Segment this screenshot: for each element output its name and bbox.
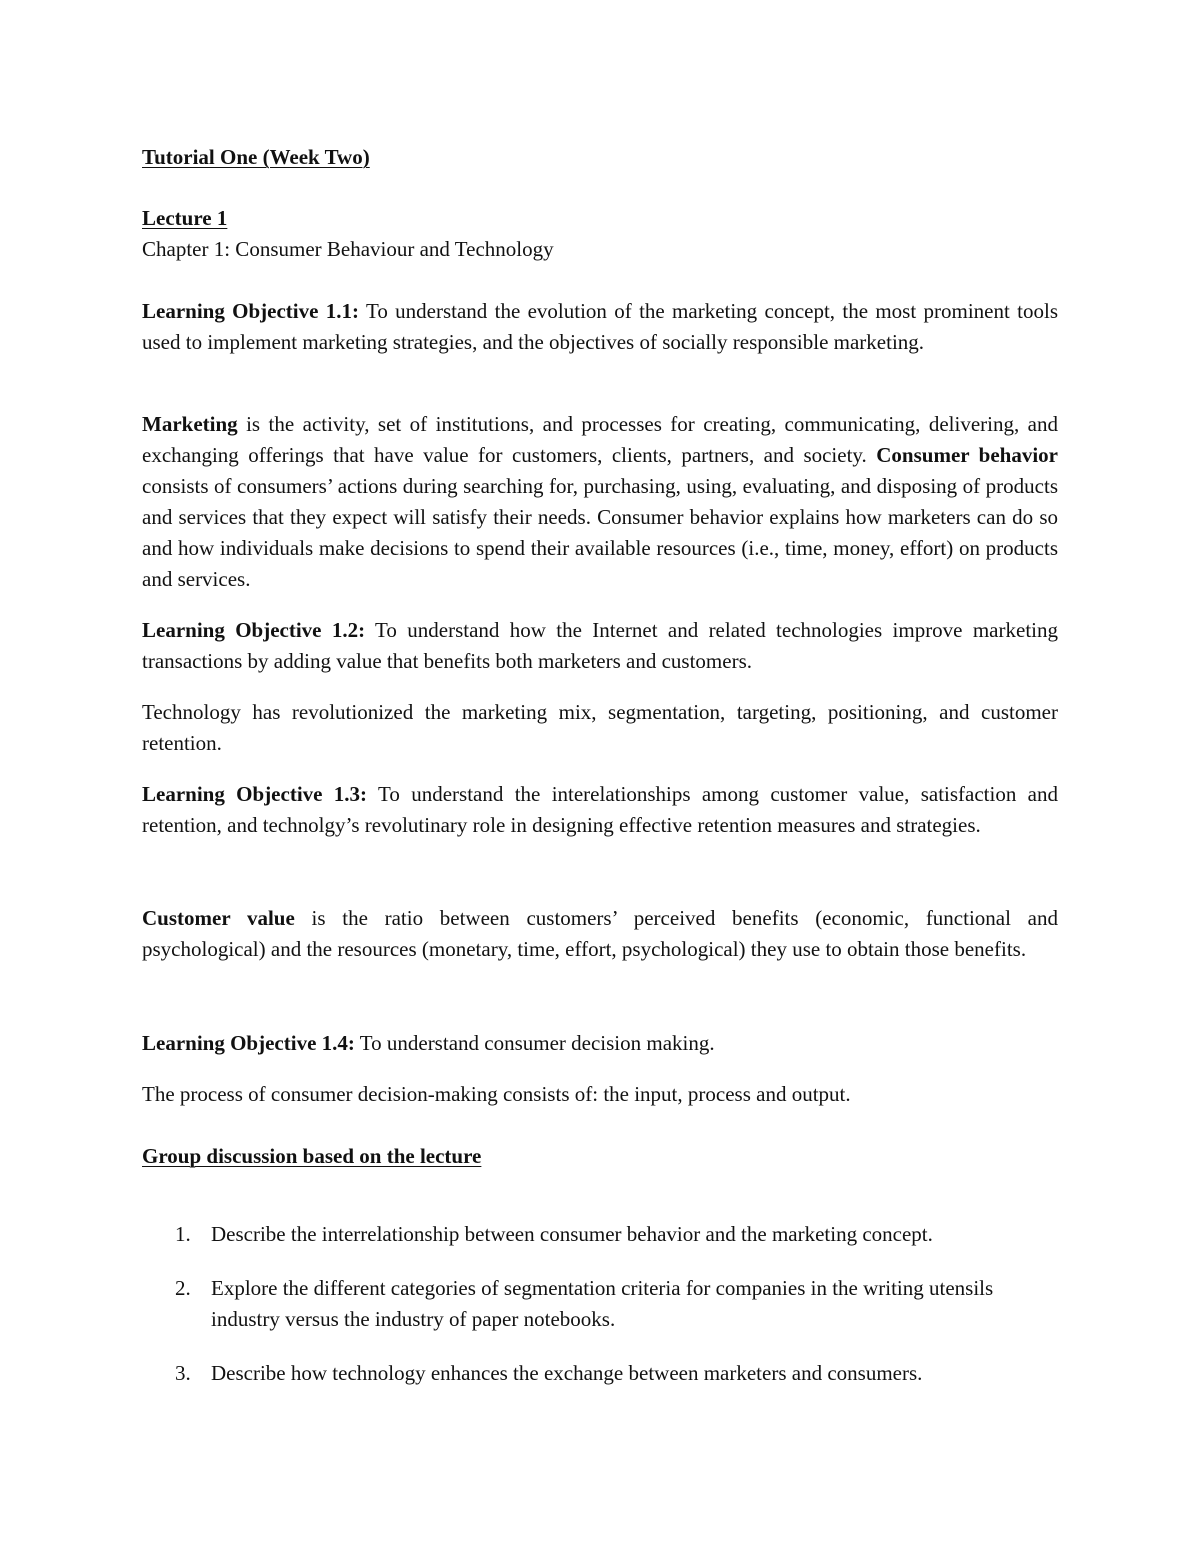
lo-text: To understand the evolution of the marketing concept, the most prominent tools used to implement marketing strategies, and the objectives of socially responsible marketing. bbox=[142, 299, 1058, 354]
lo-label: Learning Objective 1.4: bbox=[142, 1031, 355, 1055]
lo-label: Learning Objective 1.3: bbox=[142, 782, 368, 806]
learning-objective-1-2 bbox=[142, 615, 1058, 677]
consumer-behavior-definition: consists of consumers’ actions during searching for, purchasing, using, evaluating, and disposing of products and services that they expect will satisfy their needs. Consumer behavior explains how marketers can do so and how individuals make decisions to spend their available resources (i.e., time, money, effort) on products and services. bbox=[142, 474, 1058, 591]
title-text: Tutorial One (Week Two) bbox=[142, 145, 370, 169]
question-text: Describe how technology enhances the exchange between marketers and consumers. bbox=[211, 1361, 923, 1385]
page-title bbox=[142, 142, 1058, 173]
list-item bbox=[142, 1358, 1058, 1389]
lo-label: Learning Objective 1.1: bbox=[142, 299, 360, 323]
question-text: Describe the interrelationship between consumer behavior and the marketing concept. bbox=[211, 1222, 933, 1246]
customer-value-paragraph bbox=[142, 903, 1058, 965]
question-text: Explore the different categories of segmentation criteria for companies in the writing utensils industry versus the industry of paper notebooks. bbox=[211, 1276, 994, 1331]
lecture-heading bbox=[142, 203, 1058, 234]
lo-label: Learning Objective 1.2: bbox=[142, 618, 366, 642]
consumer-behavior-term: Consumer behavior bbox=[876, 443, 1058, 467]
list-number: 2. bbox=[175, 1276, 191, 1300]
lo-text: To understand how the Internet and related technologies improve marketing transactions by adding value that benefits both marketers and customers. bbox=[142, 618, 1058, 673]
lo-text: To understand consumer decision making. bbox=[354, 1031, 715, 1055]
marketing-definition: is the activity, set of institutions, and processes for creating, communicating, delivering, and exchanging offerings that have value for customers, clients, partners, and society. bbox=[142, 412, 1058, 467]
learning-objective-1-1 bbox=[142, 296, 1058, 358]
process-paragraph: The process of consumer decision-making consists of: the input, process and output. bbox=[142, 1082, 851, 1106]
lo-text: To understand the interelationships among customer value, satisfaction and retention, and technolgy’s revolutinary role in designing effective retention measures and strategies. bbox=[142, 782, 1058, 837]
chapter-line: Chapter 1: Consumer Behaviour and Technology bbox=[142, 237, 554, 261]
definitions-paragraph bbox=[142, 409, 1058, 595]
marketing-term: Marketing bbox=[142, 412, 238, 436]
list-number: 3. bbox=[175, 1361, 191, 1385]
list-item bbox=[142, 1219, 1058, 1250]
group-discussion-heading bbox=[142, 1141, 1058, 1172]
technology-paragraph: Technology has revolutionized the marketing mix, segmentation, targeting, positioning, and customer retention. bbox=[142, 700, 1058, 755]
list-number: 1. bbox=[175, 1222, 191, 1246]
lecture-heading-text: Lecture 1 bbox=[142, 206, 228, 230]
learning-objective-1-4 bbox=[142, 1028, 1058, 1059]
customer-value-definition: is the ratio between customers’ perceived benefits (economic, functional and psychological) and the resources (monetary, time, effort, psychological) they use to obtain those benefits. bbox=[142, 906, 1058, 961]
customer-value-term: Customer value bbox=[142, 906, 295, 930]
list-item bbox=[142, 1273, 1058, 1335]
group-discussion-heading-text: Group discussion based on the lecture bbox=[142, 1144, 482, 1168]
learning-objective-1-3 bbox=[142, 779, 1058, 841]
